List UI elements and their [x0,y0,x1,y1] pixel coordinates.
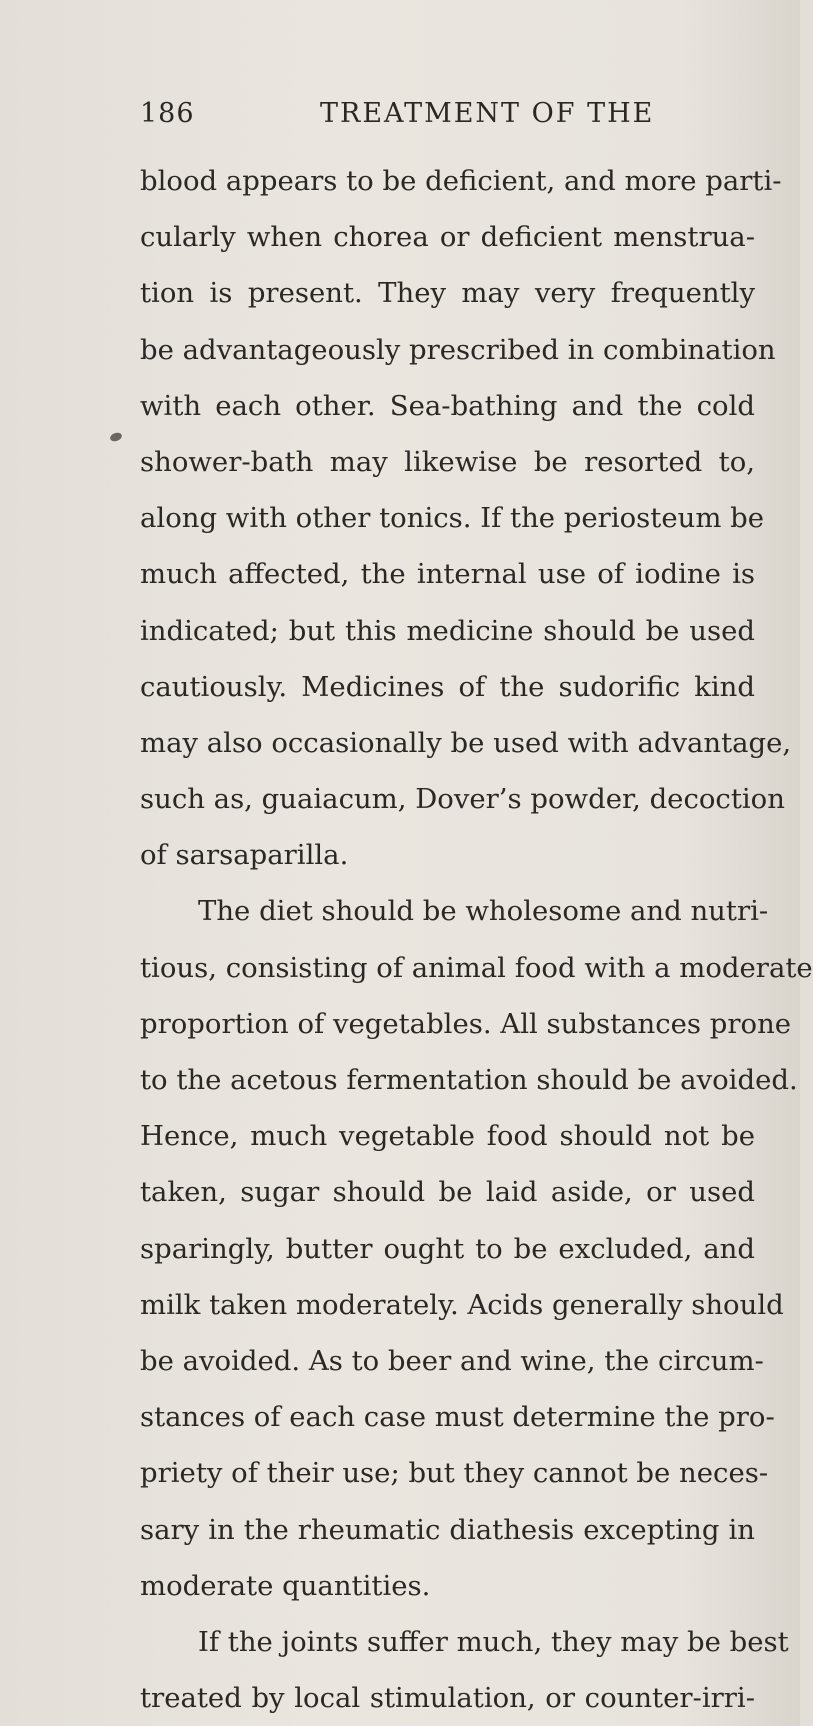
text-line: sparingly, butter ought to be excluded, and [140,1232,755,1265]
text-line: much affected, the internal use of iodine is [140,558,755,591]
text-line: proportion of vegetables. All substances prone [140,1007,792,1040]
text-line: with each other. Sea-bathing and the cold [140,389,755,422]
text-line: along with other tonics. If the periosteum be [140,502,765,535]
text-line: shower-bath may likewise be resorted to, [140,445,755,478]
text-line: milk taken moderately. Acids generally should [140,1288,784,1321]
text-line: taken, sugar should be laid aside, or used [140,1176,755,1209]
running-head [140,98,750,138]
text-line: cularly when chorea or deficient menstrua- [140,221,755,254]
running-title: TREATMENT OF THE [320,98,655,129]
text-line: be avoided. As to beer and wine, the circum- [140,1344,764,1377]
page-number: 186 [140,98,195,129]
text-line: Hence, much vegetable food should not be [140,1120,755,1153]
text-line: to the acetous fermentation should be avoided. [140,1064,798,1096]
paragraph-end-line: of sarsaparilla. [140,839,349,872]
paragraph-start-line: If the joints suffer much, they may be best [198,1625,789,1658]
text-line: stances of each case must determine the pro- [140,1401,775,1434]
text-line: priety of their use; but they cannot be neces- [140,1457,769,1490]
text-line: indicated; but this medicine should be used [140,614,755,647]
text-line: tious, consisting of animal food with a moderate [140,951,813,984]
text-line: sary in the rheumatic diathesis excepting in [140,1513,755,1546]
margin-ink-mark [109,431,123,443]
text-line: such as, guaiacum, Dover’s powder, decoction [140,783,785,816]
text-line: treated by local stimulation, or counter-irri- [140,1682,755,1715]
text-line: cautiously. Medicines of the sudorific kind [140,670,755,703]
text-line: tion is present. They may very frequently [140,277,755,310]
text-line: be advantageously prescribed in combination [140,333,776,366]
body-text [140,153,813,1726]
text-line: may also occasionally be used with advantage, [140,726,792,759]
paragraph-start-line: The diet should be wholesome and nutri- [198,895,769,928]
text-line: blood appears to be deficient, and more parti- [140,165,782,197]
paragraph-end-line: moderate quantities. [140,1569,431,1602]
